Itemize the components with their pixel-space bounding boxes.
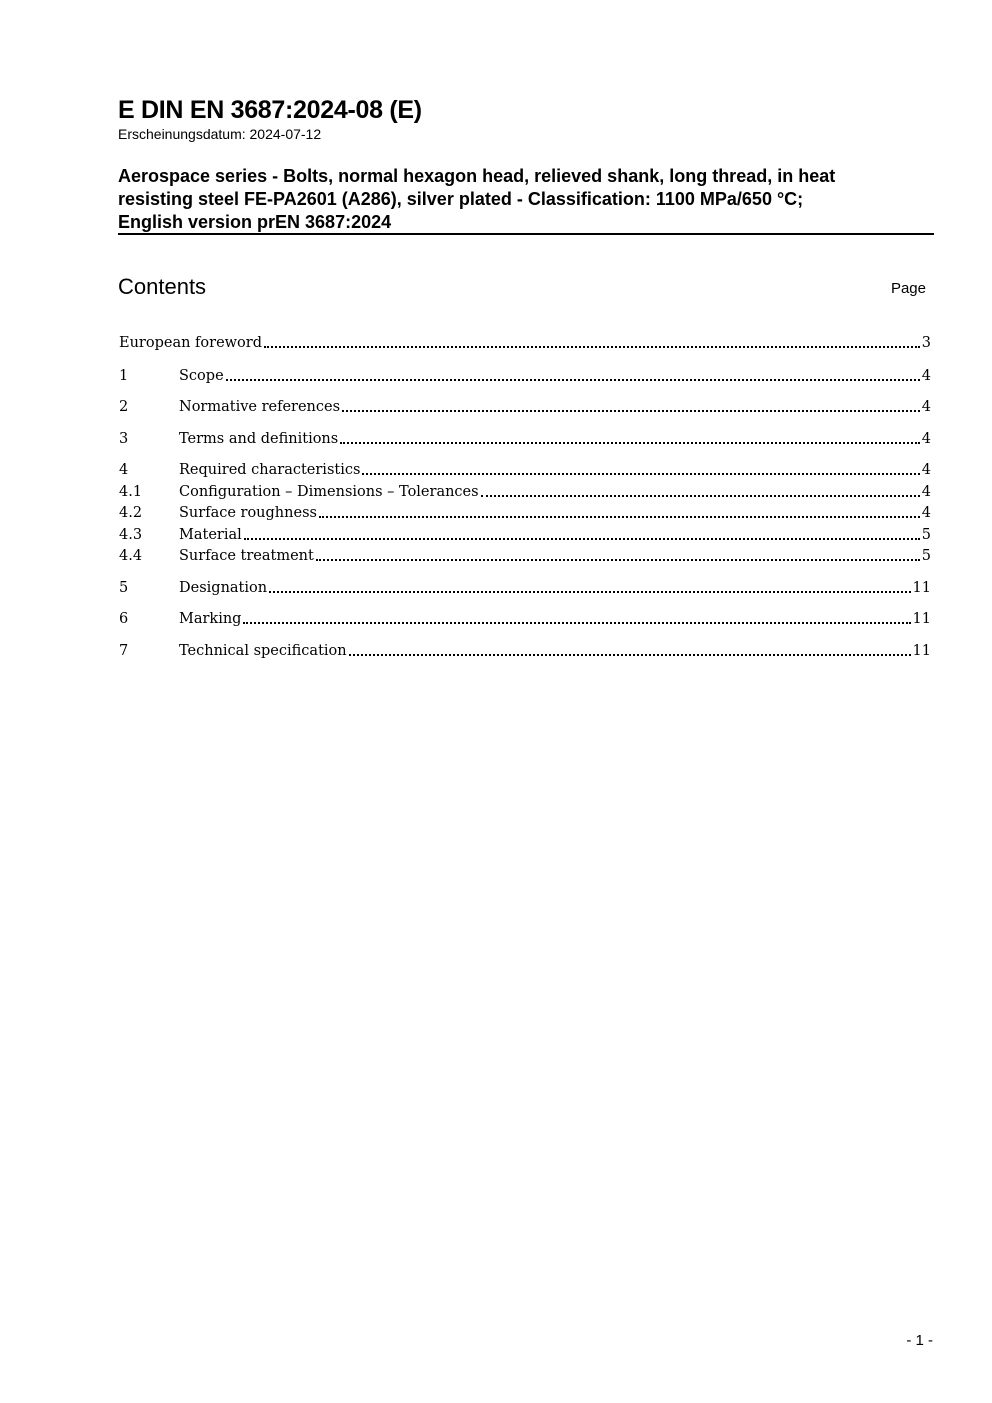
toc-leader-dots [319,516,920,518]
publication-date: Erscheinungsdatum: 2024-07-12 [118,126,322,142]
toc-entry-title: Configuration – Dimensions – Tolerances [179,484,479,500]
toc-entry-terms-and-definitions[interactable] [119,429,931,449]
toc-entry-page: 4 [921,462,931,478]
toc-leader-dots [340,442,920,444]
toc-entry-title: Material [179,527,242,543]
toc-entry-normative-references[interactable] [119,397,931,417]
toc-entry-scope[interactable] [119,366,931,386]
toc-entry-page: 4 [921,431,931,447]
toc-leader-dots [243,622,910,624]
toc-entry-number: 4 [119,462,129,478]
toc-entry-number: 7 [119,643,129,659]
toc-entry-title: Scope [179,368,224,384]
toc-entry-number: 3 [119,431,129,447]
toc-entry-title: Surface roughness [179,505,317,521]
toc-entry-number: 2 [119,399,129,415]
toc-entry-page: 3 [921,335,931,351]
toc-entry-configuration[interactable] [119,482,931,502]
toc-leader-dots [349,654,911,656]
document-title [118,165,934,234]
document-title-line: resisting steel FE-PA2601 (A286), silver plated - Classification: 1100 MPa/650 °C; [118,189,804,209]
contents-heading: Contents [118,274,207,299]
toc-entry-number: 1 [119,368,129,384]
toc-entry-page: 11 [912,580,931,596]
document-title-line: Aerospace series - Bolts, normal hexagon head, relieved shank, long thread, in heat [118,166,836,186]
toc-entry-number: 4.4 [119,548,143,564]
toc-entry-title: Surface treatment [179,548,314,564]
toc-entry-title: Terms and definitions [179,431,339,447]
toc-entry-marking[interactable] [119,609,931,629]
page-column-label: Page [890,280,926,297]
toc-entry-number: 4.1 [119,484,143,500]
toc-entry-number: 4.2 [119,505,143,521]
toc-entry-surface-roughness[interactable] [119,503,931,523]
toc-entry-number: 5 [119,580,129,596]
toc-entry-page: 11 [912,643,931,659]
toc-entry-number: 6 [119,611,129,627]
title-rule [118,233,934,235]
toc-entry-european-foreword[interactable] [119,333,931,353]
toc-leader-dots [362,473,919,475]
toc-entry-title: Technical specification [179,643,347,659]
toc-entry-technical-specification[interactable] [119,641,931,661]
toc-leader-dots [244,538,920,540]
toc-entry-page: 4 [921,505,931,521]
toc-entry-required-characteristics[interactable] [119,460,931,480]
toc-entry-title: Marking [179,611,242,627]
toc-leader-dots [269,591,910,593]
toc-entry-page: 4 [921,368,931,384]
document-title-line: English version prEN 3687:2024 [118,212,392,232]
toc-entry-page: 11 [912,611,931,627]
toc-entry-title: Required characteristics [179,462,361,478]
toc-leader-dots [316,559,920,561]
toc-entry-page: 4 [921,399,931,415]
toc-entry-title: European foreword [119,335,263,351]
toc-entry-title: Normative references [179,399,341,415]
toc-leader-dots [264,346,920,348]
toc-entry-material[interactable] [119,525,931,545]
toc-leader-dots [481,495,920,497]
toc-leader-dots [342,410,920,412]
toc-leader-dots [226,379,920,381]
toc-entry-surface-treatment[interactable] [119,546,931,566]
toc-entry-designation[interactable] [119,578,931,598]
toc-entry-page: 4 [921,484,931,500]
document-id: E DIN EN 3687:2024-08 (E) [118,96,422,124]
page-number-footer: - 1 - [906,1332,933,1349]
toc-entry-number: 4.3 [119,527,143,543]
toc-entry-page: 5 [921,527,931,543]
toc-entry-title: Designation [179,580,268,596]
toc-entry-page: 5 [921,548,931,564]
